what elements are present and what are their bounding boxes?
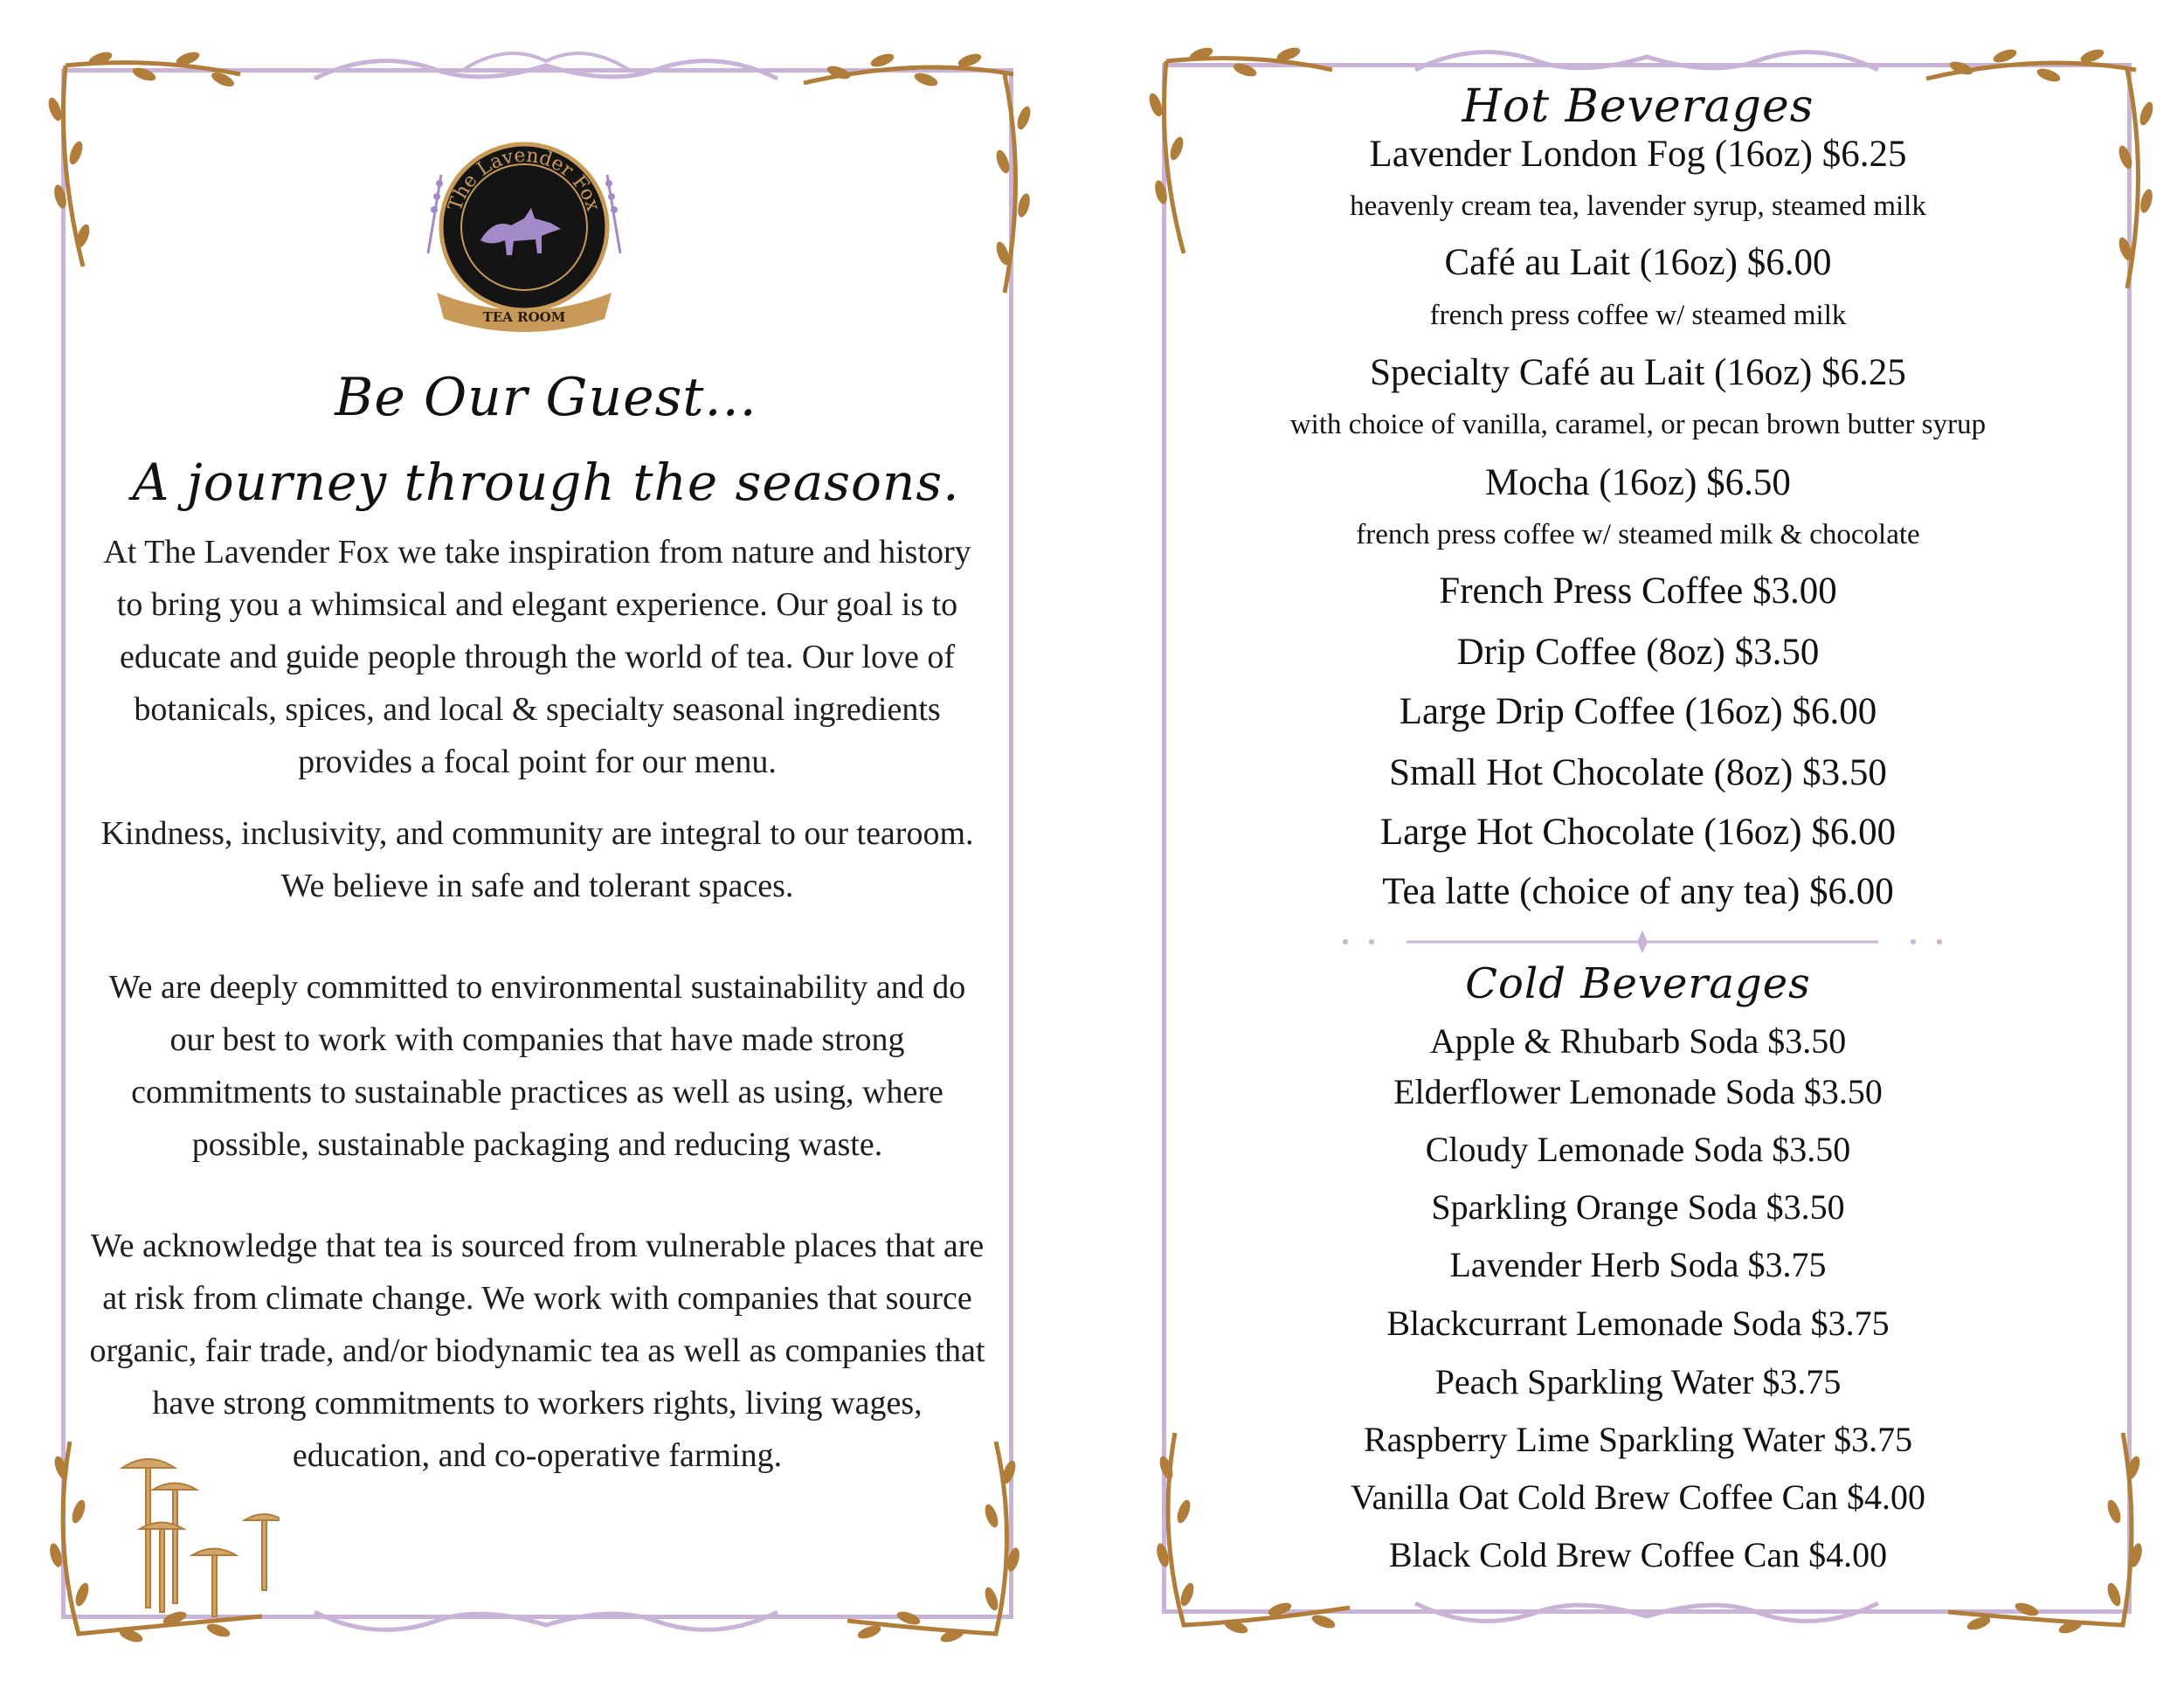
menu-item-name: Lavender London Fog (16oz) $6.25 [1369,134,1907,175]
menu-item-description: french press coffee w/ steamed milk [1429,300,1847,331]
menu-item-name: Large Drip Coffee (16oz) $6.00 [1399,691,1877,732]
about-paragraph: Kindness, inclusivity, and community are integral to our tearoom. We believe in safe and tolerant spaces. [100,815,974,904]
menu-item-name: Apple & Rhubarb Soda $3.50 [1429,1021,1847,1061]
welcome-subheading: A journey through the seasons. [132,453,960,512]
menu-item-name: Elderflower Lemonade Soda $3.50 [1393,1072,1883,1111]
about-paragraph: We are deeply committed to environmental sustainability and do our best to work with companies that have made strong commitments to sustainable practices as well as using, where possible, sustainable packaging and reducing waste. [108,969,966,1163]
menu-item-name: Lavender Herb Soda $3.75 [1449,1245,1827,1284]
menu-item-name: Raspberry Lime Sparkling Water $3.75 [1363,1420,1913,1459]
top-flourish-icon [1406,35,1887,87]
beverage-menu-page [1092,0,2184,1688]
about-paragraph: We acknowledge that tea is sourced from vulnerable places that are at risk from climate change. We work with companies that source organic, fair trade, and/or biodynamic tea as well as companies that have strong commitments to workers rights, living wages, education, and co-operative farming. [89,1228,985,1474]
menu-item-name: Café au Lait (16oz) $6.00 [1444,242,1832,283]
menu-item-name: Black Cold Brew Coffee Can $4.00 [1388,1535,1888,1574]
hot-beverages-title: Hot Beverages [1462,80,1814,133]
vine-corner-top-left-icon [48,48,249,275]
menu-item-name: Cloudy Lemonade Soda $3.50 [1425,1130,1851,1169]
menu-item-name: Peach Sparkling Water $3.75 [1434,1362,1842,1401]
menu-item-name: Specialty Café au Lait (16oz) $6.25 [1370,352,1906,393]
menu-item-name: Mocha (16oz) $6.50 [1485,462,1791,503]
menu-item-description: french press coffee w/ steamed milk & chocolate [1356,519,1920,550]
bottom-flourish-icon [306,1595,786,1647]
menu-item-name: Tea latte (choice of any tea) $6.00 [1382,871,1894,912]
top-flourish-icon [306,44,786,96]
logo-arc-text: The Lavender Fox [444,144,605,214]
menu-item-name: Drip Coffee (8oz) $3.50 [1456,632,1820,673]
vine-corner-top-right-icon [786,48,1031,301]
menu-item-name: Large Hot Chocolate (16oz) $6.00 [1379,812,1897,853]
menu-item-description: heavenly cream tea, lavender syrup, steamed milk [1350,190,1926,222]
menu-item-name: Small Hot Chocolate (8oz) $3.50 [1389,752,1887,793]
about-paragraph: At The Lavender Fox we take inspiration from nature and history to bring you a whimsical and elegant experience. Our goal is to educate and guide people through the world of tea. Our love of botanicals, spices, and local & specialty seasonal ingredients provides a focal point for our menu. [103,534,971,780]
section-divider-icon [1337,929,1948,955]
lavender-fox-logo-icon [411,131,638,349]
cold-beverages-title: Cold Beverages [1465,959,1811,1008]
menu-item-name: Sparkling Orange Soda $3.50 [1431,1187,1845,1227]
menu-item-name: Blackcurrant Lemonade Soda $3.75 [1386,1304,1890,1343]
menu-item-name: French Press Coffee $3.00 [1439,571,1837,612]
about-text [87,526,987,1482]
frame-left [61,68,66,1619]
bottom-flourish-icon [1406,1586,1887,1638]
menu-item-name: Vanilla Oat Cold Brew Coffee Can $4.00 [1350,1477,1926,1517]
welcome-heading: Be Our Guest... [335,367,757,428]
menu-item-description: with choice of vanilla, caramel, or pecan brown butter syrup [1289,409,1987,440]
logo-banner-text: TEA ROOM [482,309,566,325]
